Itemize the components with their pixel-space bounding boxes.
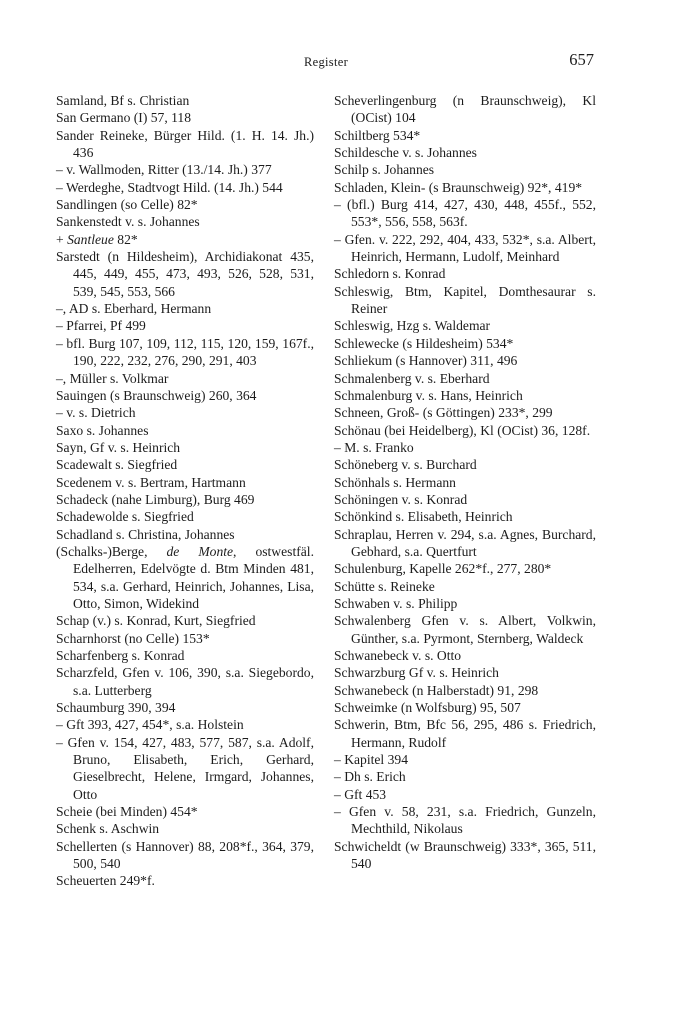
index-entry: –, Müller s. Volkmar <box>56 370 169 386</box>
index-entry: Scedenem v. s. Bertram, Hartmann <box>56 474 246 490</box>
index-entry: – Kapitel 394 <box>334 752 408 768</box>
index-entry: Schenk s. Aschwin <box>56 821 160 837</box>
index-entry: Schwicheldt (w Braunschweig) 333*, 365, 511, 540 <box>334 838 596 872</box>
index-entry: Scharzfeld, Gfen v. 106, 390, s.a. Siegebordo, s.a. Lutterberg <box>56 665 314 698</box>
index-entry: Schap (v.) s. Konrad, Kurt, Siegfried <box>56 613 256 629</box>
index-entry: – Gft 393, 427, 454*, s.a. Holstein <box>56 717 244 733</box>
index-entry: Schadewolde s. Siegfried <box>56 509 194 525</box>
index-entry: Schmalenberg v. s. Eberhard <box>334 370 490 386</box>
index-entry: Schadland s. Christina, Johannes <box>56 526 235 542</box>
index-entry: –, AD s. Eberhard, Hermann <box>56 301 212 317</box>
index-entry: Scheuerten 249*f. <box>56 873 155 889</box>
entry-text: (Schalks-)Berge, <box>56 543 167 559</box>
index-entry: Schulenburg, Kapelle 262*f., 277, 280* <box>334 561 552 577</box>
index-entry: – Gfen v. 154, 427, 483, 577, 587, s.a. Adolf, Bruno, Elisabeth, Erich, Gerhard, Gieselbrecht, Helene, Irmgard, Johannes, Otto <box>56 734 314 802</box>
index-entry: – Gft 453 <box>334 786 387 802</box>
index-entry: – M. s. Franko <box>334 439 414 455</box>
index-entry: Schönkind s. Elisabeth, Heinrich <box>334 509 513 525</box>
page-header <box>56 52 596 76</box>
index-entry: Schiltberg 534* <box>334 127 421 143</box>
index-entry: Schmalenburg v. s. Hans, Heinrich <box>334 387 523 403</box>
index-entry: Schwerin, Btm, Bfc 56, 295, 486 s. Friedrich, Hermann, Rudolf <box>334 717 596 750</box>
index-entry: Scheie (bei Minden) 454* <box>56 804 198 820</box>
index-entry: Scharnhorst (no Celle) 153* <box>56 630 210 646</box>
entry-text: 82* <box>113 231 138 247</box>
index-entry: Schneen, Groß- (s Göttingen) 233*, 299 <box>334 405 553 421</box>
index-entry: Schellerten (s Hannover) 88, 208*f., 364, 379, 500, 540 <box>56 838 314 872</box>
index-entry: – v. Wallmoden, Ritter (13./14. Jh.) 377 <box>56 162 272 178</box>
index-entry: Schönau (bei Heidelberg), Kl (OCist) 36, 128f. <box>334 422 591 438</box>
index-entry: Schledorn s. Konrad <box>334 266 446 282</box>
index-entry: Schwanebeck v. s. Otto <box>334 648 462 663</box>
index-entry: – Pfarrei, Pf 499 <box>56 318 146 334</box>
index-entry: Schliekum (s Hannover) 311, 496 <box>334 353 518 369</box>
index-entry: Schwalenberg Gfen v. s. Albert, Volkwin, Günther, s.a. Pyrmont, Sternberg, Waldeck <box>334 613 596 646</box>
index-entry: Scheverlingenburg (n Braunschweig), Kl (OCist) 104 <box>334 93 596 126</box>
index-entry: Schleswig, Hzg s. Waldemar <box>334 318 491 334</box>
index-entry: Schwarzburg Gf v. s. Heinrich <box>334 665 499 681</box>
index-entry: – Gfen v. 58, 231, s.a. Friedrich, Gunzeln, Mechthild, Nikolaus <box>334 804 596 837</box>
index-entry: – Gfen. v. 222, 292, 404, 433, 532*, s.a. Albert, Heinrich, Hermann, Ludolf, Meinhard <box>334 231 596 265</box>
index-entry: Schlewecke (s Hildesheim) 534* <box>334 335 514 351</box>
index-entry: Schladen, Klein- (s Braunschweig) 92*, 419* <box>334 179 583 195</box>
index-entry: – Dh s. Erich <box>334 769 406 785</box>
index-entry: – v. s. Dietrich <box>56 405 136 421</box>
index-entry: Schraplau, Herren v. 294, s.a. Agnes, Burchard, Gebhard, s.a. Quertfurt <box>334 526 596 559</box>
index-entry: Sankenstedt v. s. Johannes <box>56 214 200 230</box>
index-entry: Sayn, Gf v. s. Heinrich <box>56 439 181 455</box>
index-entry: Sauingen (s Braunschweig) 260, 364 <box>56 387 257 403</box>
index-entry: Schöningen v. s. Konrad <box>334 491 468 507</box>
index-entry: Schleswig, Btm, Kapitel, Domthesaurar s. Reiner <box>334 283 596 317</box>
index-entry <box>56 231 314 248</box>
running-title: Register <box>303 55 349 69</box>
index-entry: Schütte s. Reineke <box>334 578 435 594</box>
index-entry: Scadewalt s. Siegfried <box>56 457 178 473</box>
entry-italic-term: de Monte <box>166 543 234 559</box>
index-entry: Schweimke (n Wolfsburg) 95, 507 <box>334 700 521 716</box>
index-entry: Schadeck (nahe Limburg), Burg 469 <box>56 491 255 507</box>
index-entry: Schönhals s. Hermann <box>334 474 456 490</box>
index-entry: – (bfl.) Burg 414, 427, 430, 448, 455f., 552, 553*, 556, 558, 563f. <box>334 197 596 230</box>
index-column-left <box>56 92 314 890</box>
index-entry: Schöneberg v. s. Burchard <box>334 457 477 473</box>
index-entry: Scharfenberg s. Konrad <box>56 648 185 663</box>
index-entry: Schwanebeck (n Halberstadt) 91, 298 <box>334 682 539 698</box>
index-entry: Saxo s. Johannes <box>56 422 149 438</box>
index-entry: Samland, Bf s. Christian <box>56 93 190 108</box>
index-entry: Sander Reineke, Bürger Hild. (1. H. 14. Jh.) 436 <box>56 127 314 161</box>
index-entry: – bfl. Burg 107, 109, 112, 115, 120, 159, 167f., 190, 222, 232, 276, 290, 291, 403 <box>56 335 314 369</box>
index-entry: Schilp s. Johannes <box>334 162 435 178</box>
index-entry: Sandlingen (so Celle) 82* <box>56 197 198 213</box>
index-entry <box>56 543 314 612</box>
index-column-right <box>334 92 596 872</box>
index-entry: – Werdeghe, Stadtvogt Hild. (14. Jh.) 544 <box>56 179 283 195</box>
index-entry: Schwaben v. s. Philipp <box>334 595 458 611</box>
entry-italic-term: Santleue <box>67 231 114 247</box>
index-entry: San Germano (I) 57, 118 <box>56 110 192 126</box>
index-entry: Sarstedt (n Hildesheim), Archidiakonat 435, 445, 449, 455, 473, 493, 526, 528, 531, 539, 545, 553, 566 <box>56 249 314 299</box>
entry-text: , ostwestfäl. Edelherren, Edelvögte d. Btm Minden 481, 534, s.a. Gerhard, Heinrich, Johannes, Lisa, Otto, Simon, Widekind <box>73 543 314 611</box>
index-entry: Schildesche v. s. Johannes <box>334 145 477 161</box>
entry-text: + <box>56 231 68 247</box>
page-number: 657 <box>569 50 594 69</box>
index-entry: Schaumburg 390, 394 <box>56 700 176 716</box>
